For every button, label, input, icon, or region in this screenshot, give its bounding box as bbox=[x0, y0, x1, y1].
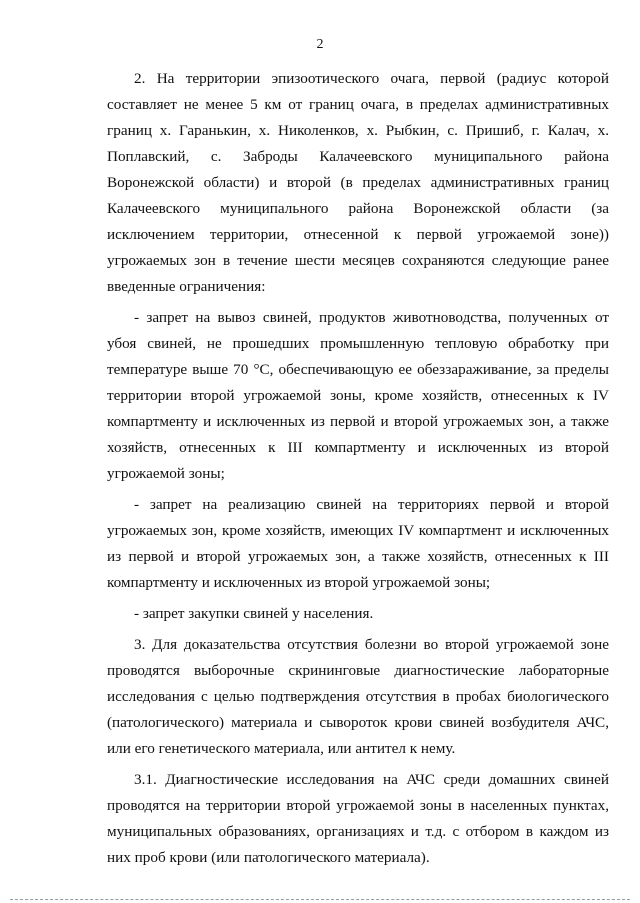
paragraph-2: 2. На территории эпизоотического очага, первой (радиус которой составляет не менее 5 км от границ очага, в пределах административных границ х. Гаранькин, х. Николенков, х. Рыбкин, с. Пришиб, г. Калач, х. Поплавский, с. Заброды Калачеевского муниципального района Воронежской области) и второй (в пределах административных границ Калачеевского муниципального района Воронежской области (за исключением территории, отнесенной к первой угрожаемой зоне)) угрожаемых зон в течение шести месяцев сохраняются следующие ранее введенные ограничения: bbox=[107, 70, 609, 295]
document-body bbox=[107, 66, 609, 871]
paragraph-3: 3. Для доказательства отсутствия болезни во второй угрожаемой зоне проводятся выборочные скрининговые диагностические лабораторные исследования с целью подтверждения отсутствия в пробах биологического (патологического) материала и сывороток крови свиней возбудителя АЧС, или его генетического материала, или антител к нему. bbox=[107, 636, 609, 757]
page-number: 2 bbox=[316, 37, 324, 52]
paragraph-ban-sale: - запрет на реализацию свиней на территориях первой и второй угрожаемых зон, кроме хозяйств, имеющих IV компартмент и исключенных из первой и второй угрожаемых зон, а также хозяйств, отнесенных к III компартменту и исключенных из второй угрожаемой зоны; bbox=[107, 496, 609, 591]
paragraph-3-1: 3.1. Диагностические исследования на АЧС среди домашних свиней проводятся на территории второй угрожаемой зоны в населенных пунктах, муниципальных образованиях, организациях и т.д. с отбором в каждом из них проб крови (или патологического материала). bbox=[107, 771, 609, 866]
paragraph-ban-export: - запрет на вывоз свиней, продуктов животноводства, полученных от убоя свиней, не прошедших промышленную тепловую обработку при температуре выше 70 °С, обеспечивающую ее обеззараживание, за пределы территории второй угрожаемой зоны, кроме хозяйств, отнесенных к IV компартменту и исключенных из первой и второй угрожаемых зон, а также хозяйств, отнесенных к III компартменту и исключенных из второй угрожаемой зоны; bbox=[107, 309, 609, 482]
bottom-divider bbox=[10, 899, 630, 900]
paragraph-ban-purchase: - запрет закупки свиней у населения. bbox=[134, 605, 374, 622]
